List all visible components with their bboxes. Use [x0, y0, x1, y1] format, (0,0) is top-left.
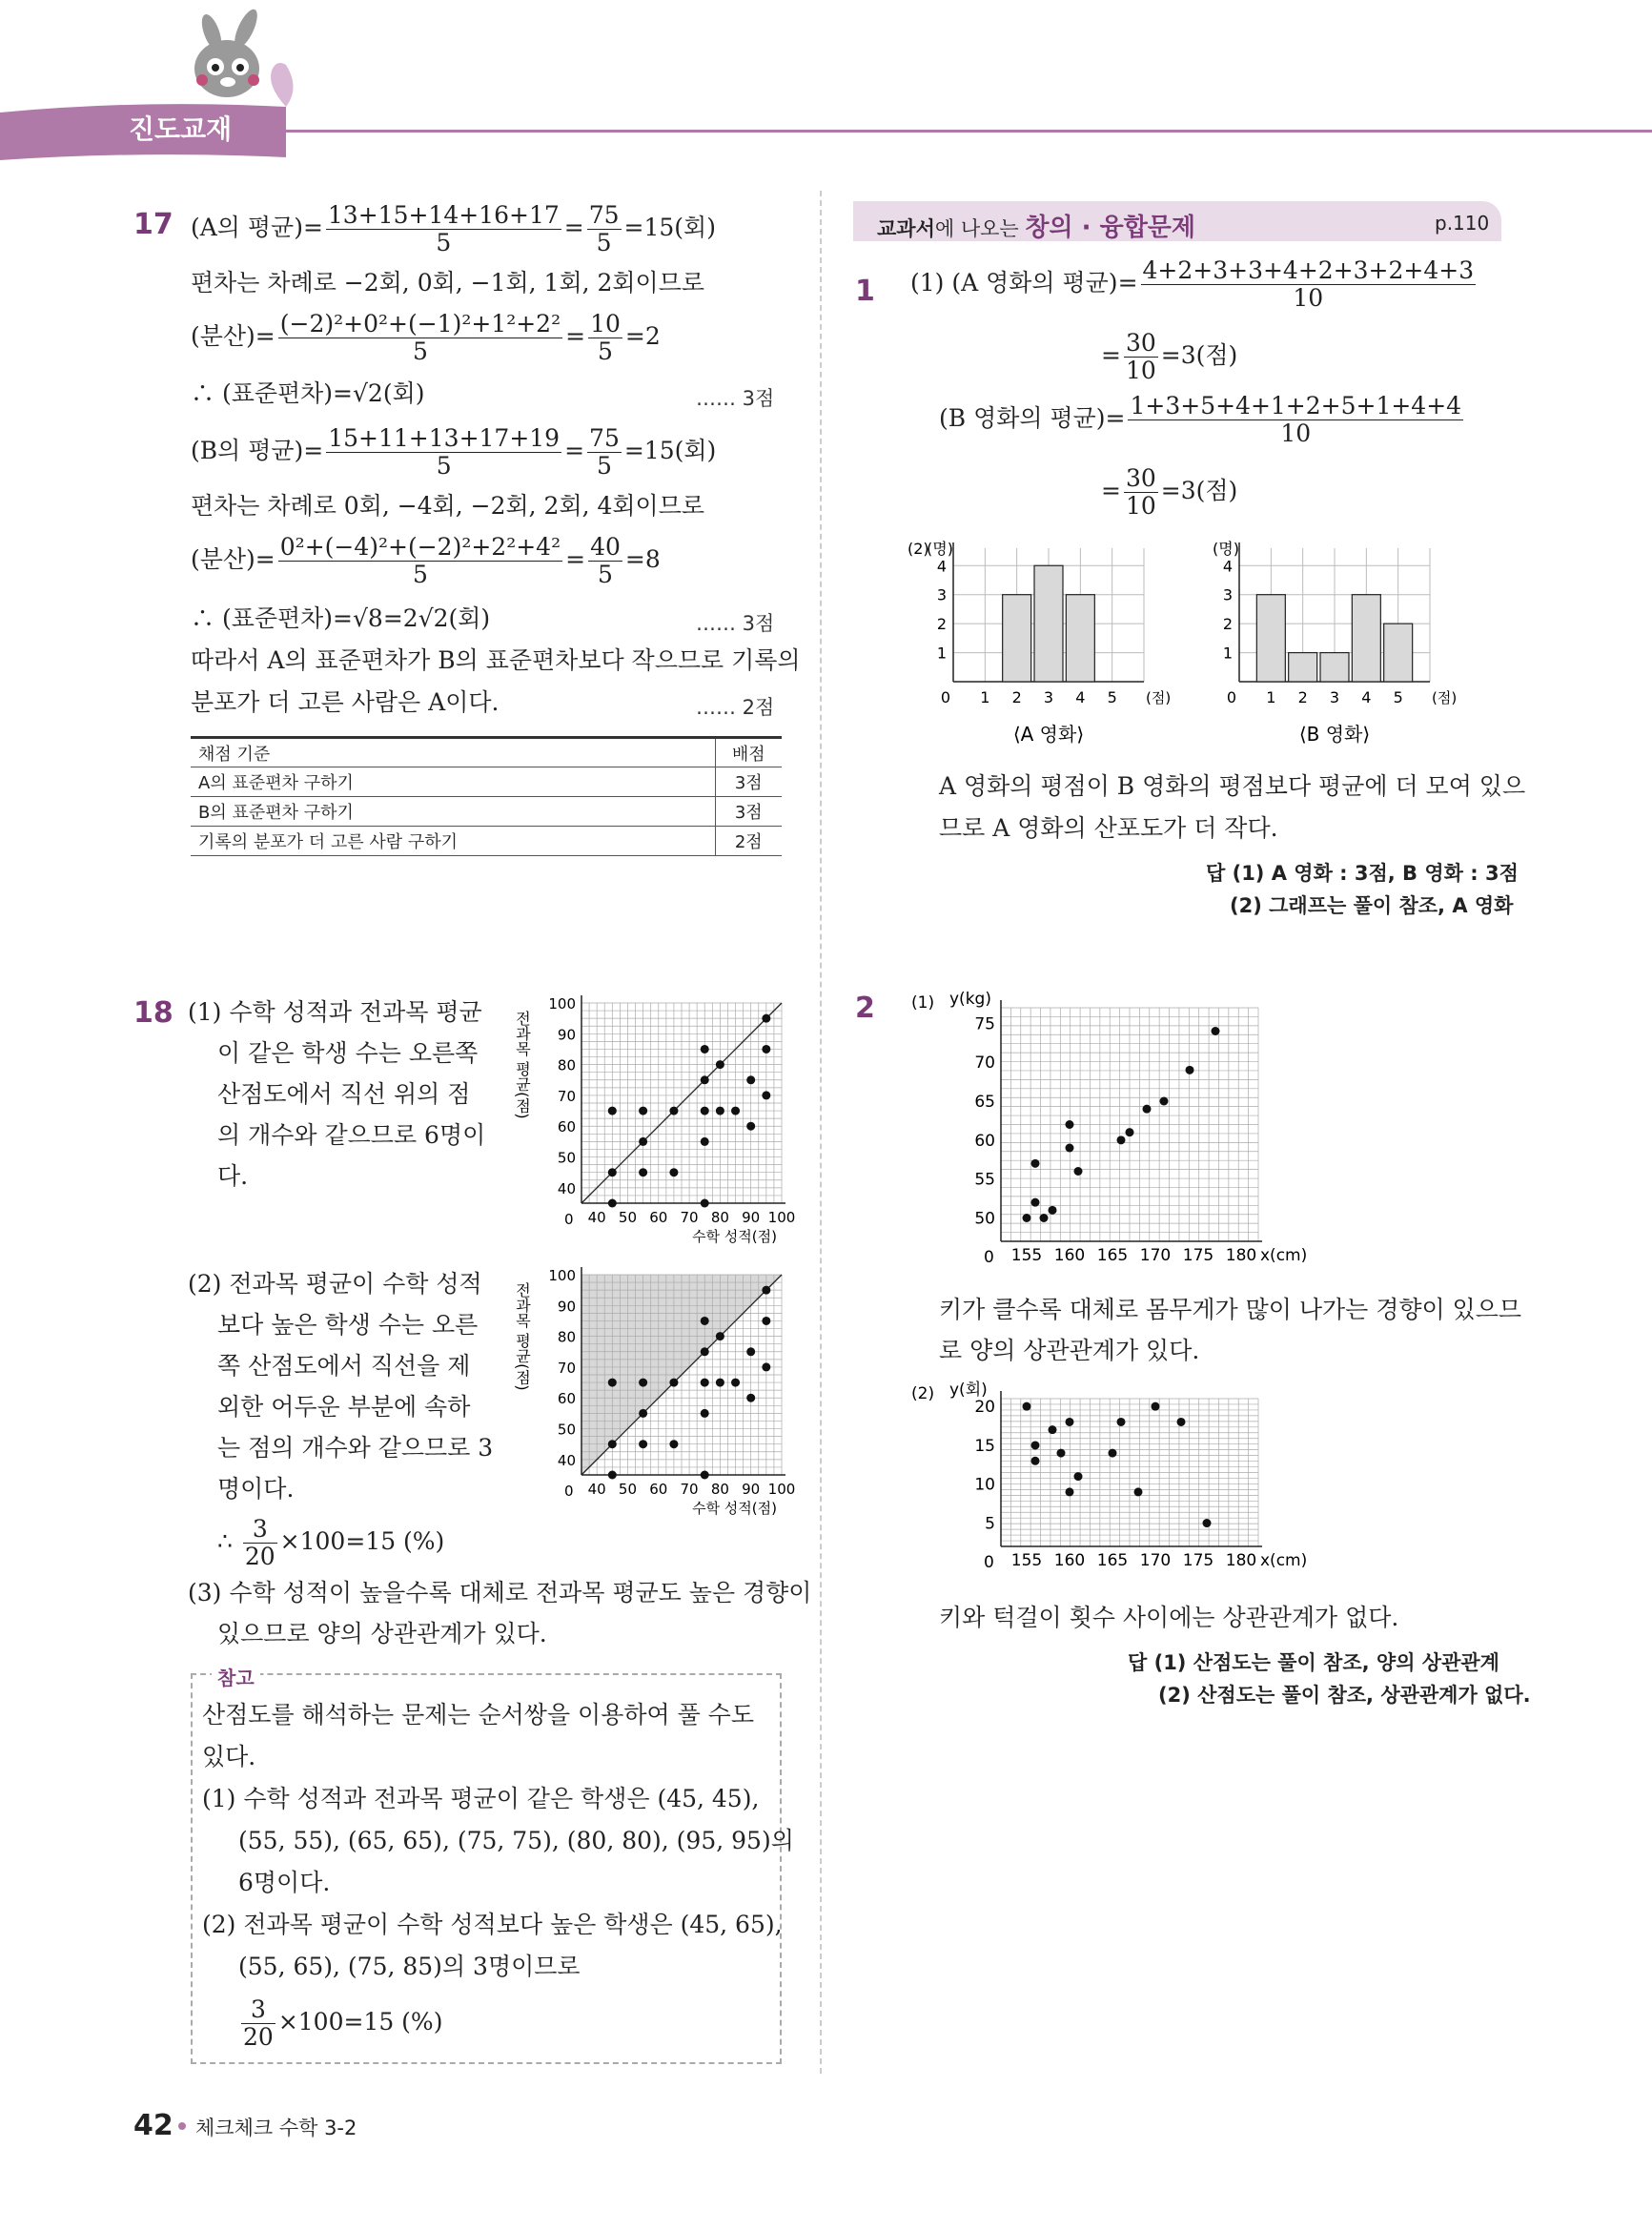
y-tick-label: 90 — [557, 1298, 576, 1316]
data-point — [608, 1199, 617, 1208]
y-tick-label: 4 — [1222, 557, 1234, 576]
y-tick-label: 70 — [557, 1087, 576, 1105]
data-point — [762, 1362, 770, 1371]
problem-number: 17 — [133, 208, 173, 241]
chart-part-label: (2) — [908, 540, 929, 558]
data-point — [701, 1471, 709, 1480]
data-point — [746, 1394, 755, 1402]
solution-line: ∴ (표준편차)=√2(회) — [191, 379, 425, 407]
scatter-chart-math-1 — [513, 992, 796, 1249]
data-point — [1040, 1214, 1049, 1222]
answer-line: 답 (1) 산점도는 풀이 참조, 양의 상관관계 — [1128, 1651, 1499, 1674]
solution-line: ∴ $\frac{3}{20}$ ×100=15 (%) — [217, 1515, 445, 1570]
y-tick-label: 80 — [557, 1056, 576, 1074]
y-tick-label: 1 — [936, 644, 948, 663]
y-tick-label: 60 — [557, 1390, 576, 1408]
data-point — [1023, 1214, 1031, 1222]
solution-line: 산점도에서 직선 위의 점 — [217, 1080, 471, 1108]
bullet-icon — [178, 2122, 186, 2130]
data-point — [1134, 1487, 1143, 1496]
x-tick-label: 2 — [1011, 688, 1022, 706]
data-point — [608, 1107, 617, 1115]
solution-line: 므로 A 영화의 산포도가 더 작다. — [939, 814, 1278, 842]
data-point — [669, 1107, 678, 1115]
x-tick-label: 180 — [1225, 1246, 1257, 1265]
solution-line: 따라서 A의 표준편차가 B의 표준편차보다 작으므로 기록의 — [191, 646, 801, 674]
data-point — [1031, 1198, 1040, 1207]
bar — [1384, 624, 1413, 682]
x-tick-label: 100 — [767, 1209, 796, 1226]
x-tick-label: 80 — [710, 1481, 729, 1498]
data-point — [762, 1317, 770, 1325]
x-tick-label: 160 — [1053, 1551, 1086, 1570]
data-point — [716, 1332, 724, 1340]
header-banner — [0, 0, 1652, 167]
y-tick-label: 100 — [548, 1267, 576, 1284]
solution-line: 보다 높은 학생 수는 오른 — [217, 1311, 479, 1339]
solution-line: (B의 평균)= $\frac{15+11+13+17+19}{5}$ = $\frac{75}{5}$ =15(회) — [191, 424, 717, 480]
data-point — [746, 1347, 755, 1356]
scatter-chart-pullups — [906, 1378, 1306, 1592]
score-mark: …… 3점 — [696, 387, 775, 410]
x-axis-unit: (점) — [1146, 689, 1172, 706]
solution-line: (분산)= $\frac{\text{(−2)²+0²+(−1)²+1²+2²}}{5}$ = $\frac{10}{5}$ =2 — [191, 310, 661, 365]
data-point — [1203, 1519, 1212, 1527]
data-point — [639, 1440, 647, 1448]
bar — [1034, 565, 1063, 682]
data-point — [669, 1168, 678, 1176]
y-axis-unit: (명) — [1213, 540, 1239, 558]
data-point — [1186, 1066, 1194, 1074]
origin-label: 0 — [564, 1483, 574, 1500]
score-mark: …… 2점 — [696, 696, 775, 719]
data-point — [1023, 1402, 1031, 1411]
solution-line: 이 같은 학생 수는 오른쪽 — [217, 1039, 479, 1067]
note-line: (1) 수학 성적과 전과목 평균이 같은 학생은 (45, 45), — [202, 1785, 760, 1812]
data-point — [639, 1379, 647, 1387]
table-row: B의 표준편차 구하기 3점 — [191, 797, 782, 827]
section-page: p.110 — [1435, 212, 1490, 235]
data-point — [1212, 1027, 1220, 1035]
solution-line: 다. — [217, 1162, 249, 1190]
x-tick-label: 40 — [587, 1481, 606, 1498]
data-point — [1049, 1206, 1057, 1215]
data-point — [608, 1440, 617, 1448]
solution-line: 분포가 더 고른 사람은 A이다. — [191, 688, 500, 716]
chart-part-label: (2) — [911, 1384, 935, 1403]
column-divider — [820, 191, 822, 2074]
x-tick-label: 155 — [1010, 1246, 1043, 1265]
data-point — [716, 1107, 724, 1115]
x-tick-label: 100 — [767, 1481, 796, 1498]
data-point — [1031, 1159, 1040, 1168]
data-point — [731, 1379, 740, 1387]
x-tick-label: 170 — [1139, 1551, 1172, 1570]
x-tick-label: 50 — [618, 1481, 638, 1498]
solution-line: 있으므로 양의 상관관계가 있다. — [217, 1620, 547, 1647]
note-line: $\frac{3}{20}$ ×100=15 (%) — [243, 1995, 443, 2051]
bar — [1289, 653, 1317, 682]
x-axis-label: 수학 성적(점) — [692, 1228, 777, 1245]
solution-line: 의 개수와 같으므로 6명이 — [217, 1121, 486, 1149]
y-axis-label: y(회) — [949, 1381, 988, 1400]
data-point — [1074, 1167, 1083, 1176]
data-point — [1117, 1418, 1126, 1426]
y-tick-label: 40 — [557, 1451, 576, 1469]
solution-line: 외한 어두운 부분에 속하 — [217, 1393, 471, 1421]
origin-label: 0 — [984, 1248, 994, 1267]
data-point — [669, 1379, 678, 1387]
x-tick-label: 70 — [680, 1209, 699, 1226]
data-point — [1074, 1472, 1083, 1481]
y-tick-label: 50 — [974, 1209, 995, 1229]
x-tick-label: 3 — [1043, 688, 1054, 706]
note-line: 6명이다. — [238, 1869, 331, 1896]
x-tick-label: 60 — [649, 1481, 668, 1498]
x-tick-label: 165 — [1096, 1246, 1129, 1265]
y-tick-label: 2 — [936, 615, 948, 634]
x-axis-label: 수학 성적(점) — [692, 1500, 777, 1517]
solution-line: (B 영화의 평균)= $\frac{1+3+5+4+1+2+5+1+4+4}{10}$ — [939, 392, 1462, 447]
x-tick-label: 90 — [742, 1209, 761, 1226]
data-point — [1066, 1418, 1074, 1426]
grading-table: 채점 기준 배점 A의 표준편차 구하기 3점 B의 표준편차 구하기 3점 기록의 분포가 더 고른 사람 구하기 2점 — [191, 736, 782, 856]
y-tick-label: 55 — [974, 1170, 995, 1190]
solution-line: 명이다. — [217, 1475, 295, 1503]
data-point — [669, 1440, 678, 1448]
x-tick-label: 165 — [1096, 1551, 1129, 1570]
y-tick-label: 3 — [936, 585, 948, 604]
book-title: 체크체크 수학 3-2 — [195, 2117, 357, 2139]
origin-label: 0 — [940, 688, 951, 706]
data-point — [639, 1137, 647, 1146]
data-point — [639, 1107, 647, 1115]
bar — [1003, 595, 1031, 682]
data-point — [701, 1317, 709, 1325]
data-point — [608, 1379, 617, 1387]
solution-line: (분산)= $\frac{\text{0²+(−4)²+(−2)²+2²+4²}}{5}$ = $\frac{40}{5}$ =8 — [191, 533, 661, 588]
answer-line: 답 (1) A 영화 : 3점, B 영화 : 3점 — [1206, 862, 1519, 885]
y-tick-label: 15 — [974, 1436, 995, 1456]
x-tick-label: 180 — [1225, 1551, 1257, 1570]
y-tick-label: 100 — [548, 995, 576, 1013]
y-axis-label: 전과목 평균(점) — [513, 1011, 532, 1119]
y-axis-unit: (명) — [927, 540, 953, 558]
data-point — [1066, 1144, 1074, 1153]
bar-chart-a-movie — [906, 529, 1192, 767]
note-line: (55, 65), (75, 85)의 3명이므로 — [238, 1953, 581, 1980]
y-axis-label: 전과목 평균(점) — [513, 1282, 532, 1391]
x-tick-label: 70 — [680, 1481, 699, 1498]
solution-line: 로 양의 상관관계가 있다. — [939, 1337, 1200, 1364]
x-axis-label: x(cm) — [1260, 1246, 1308, 1265]
page-number: 42 — [133, 2109, 173, 2142]
y-tick-label: 50 — [557, 1421, 576, 1439]
data-point — [1126, 1128, 1134, 1136]
solution-line: 편차는 차례로 0회, −4회, −2회, 2회, 4회이므로 — [191, 492, 704, 520]
solution-line: (A의 평균)= $\frac{13+15+14+16+17}{5}$ = $\frac{75}{5}$ =15(회) — [191, 201, 716, 256]
y-tick-label: 60 — [557, 1118, 576, 1136]
solution-line: 는 점의 개수와 같으므로 3 — [217, 1434, 494, 1462]
data-point — [762, 1091, 770, 1099]
rabbit-mascot-icon — [194, 7, 262, 97]
chart-title: ⟨B 영화⟩ — [1298, 723, 1371, 746]
data-point — [701, 1347, 709, 1356]
x-tick-label: 5 — [1393, 688, 1403, 706]
origin-label: 0 — [1226, 688, 1237, 706]
data-point — [746, 1122, 755, 1131]
x-tick-label: 90 — [742, 1481, 761, 1498]
data-point — [701, 1379, 709, 1387]
x-tick-label: 80 — [710, 1209, 729, 1226]
y-tick-label: 90 — [557, 1026, 576, 1044]
y-tick-label: 10 — [974, 1475, 995, 1495]
y-tick-label: 1 — [1222, 644, 1234, 663]
data-point — [762, 1014, 770, 1023]
data-point — [701, 1199, 709, 1208]
scatter-chart-math-2 — [513, 1263, 796, 1521]
x-tick-label: 4 — [1075, 688, 1086, 706]
note-line: 산점도를 해석하는 문제는 순서쌍을 이용하여 풀 수도 — [202, 1701, 754, 1729]
y-tick-label: 80 — [557, 1328, 576, 1346]
y-tick-label: 50 — [557, 1149, 576, 1167]
data-point — [608, 1471, 617, 1480]
x-tick-label: 160 — [1053, 1246, 1086, 1265]
y-axis-label: y(kg) — [949, 990, 991, 1009]
chart-title: ⟨A 영화⟩ — [1012, 723, 1085, 746]
data-point — [1066, 1487, 1074, 1496]
solution-line: (2) 전과목 평균이 수학 성적 — [188, 1270, 482, 1298]
solution-line: (1) 수학 성적과 전과목 평균 — [188, 998, 482, 1026]
data-point — [701, 1075, 709, 1084]
solution-line: 편차는 차례로 −2회, 0회, −1회, 1회, 2회이므로 — [191, 269, 704, 297]
bar-chart-b-movie — [1192, 529, 1478, 767]
data-point — [716, 1060, 724, 1069]
data-point — [762, 1045, 770, 1054]
y-tick-label: 40 — [557, 1179, 576, 1197]
bar — [1352, 595, 1380, 682]
data-point — [1066, 1120, 1074, 1129]
solution-line: = $\frac{30}{10}$ =3(점) — [1101, 464, 1238, 520]
solution-line: (3) 수학 성적이 높을수록 대체로 전과목 평균도 높은 경향이 — [188, 1579, 812, 1606]
data-point — [1160, 1097, 1169, 1106]
y-tick-label: 60 — [974, 1131, 995, 1151]
data-point — [701, 1107, 709, 1115]
solution-line: (1) (A 영화의 평균)= $\frac{4+2+3+3+4+2+3+2+4+3}{10}$ — [910, 256, 1475, 312]
x-tick-label: 50 — [618, 1209, 638, 1226]
solution-line: 키가 클수록 대체로 몸무게가 많이 나가는 경향이 있으므 — [939, 1296, 1522, 1323]
bar — [1256, 595, 1285, 682]
solution-line: A 영화의 평점이 B 영화의 평점보다 평균에 더 모여 있으 — [939, 772, 1526, 800]
problem-number: 2 — [855, 992, 875, 1025]
y-tick-label: 65 — [974, 1093, 995, 1112]
y-tick-label: 70 — [557, 1359, 576, 1377]
y-tick-label: 75 — [974, 1014, 995, 1034]
note-line: (2) 전과목 평균이 수학 성적보다 높은 학생은 (45, 65), — [202, 1911, 783, 1938]
y-tick-label: 20 — [974, 1398, 995, 1418]
data-point — [608, 1168, 617, 1176]
problem-number: 18 — [133, 996, 173, 1030]
solution-line: 쪽 산점도에서 직선을 제 — [217, 1352, 471, 1380]
x-axis-label: x(cm) — [1260, 1551, 1308, 1570]
bar — [1066, 595, 1094, 682]
header-label: 진도교재 — [129, 113, 233, 145]
origin-label: 0 — [984, 1553, 994, 1572]
data-point — [639, 1168, 647, 1176]
answer-line: (2) 산점도는 풀이 참조, 상관관계가 없다. — [1158, 1684, 1531, 1707]
y-tick-label: 3 — [1222, 585, 1234, 604]
y-tick-label: 70 — [974, 1054, 995, 1074]
solution-line: = $\frac{30}{10}$ =3(점) — [1101, 329, 1238, 384]
data-point — [731, 1107, 740, 1115]
data-point — [1117, 1135, 1126, 1144]
x-tick-label: 3 — [1329, 688, 1340, 706]
problem-number: 1 — [855, 275, 875, 308]
data-point — [1109, 1449, 1117, 1458]
solution-line: ∴ (표준편차)=√8=2√2(회) — [191, 604, 491, 632]
section-title: 교과서에 나오는 창의 · 융합문제 — [877, 214, 1196, 242]
scatter-chart-weight — [906, 987, 1306, 1282]
x-axis-unit: (점) — [1432, 689, 1458, 706]
x-tick-label: 175 — [1182, 1551, 1214, 1570]
data-point — [762, 1286, 770, 1295]
answer-line: (2) 그래프는 풀이 참조, A 영화 — [1230, 894, 1514, 917]
bar — [1320, 653, 1349, 682]
chart-part-label: (1) — [911, 993, 935, 1013]
x-tick-label: 1 — [1266, 688, 1276, 706]
data-point — [1057, 1449, 1066, 1458]
score-mark: …… 3점 — [696, 612, 775, 635]
note-line: (55, 55), (65, 65), (75, 75), (80, 80), (95, 95)의 — [238, 1827, 794, 1854]
x-tick-label: 4 — [1361, 688, 1372, 706]
x-tick-label: 175 — [1182, 1246, 1214, 1265]
data-point — [639, 1409, 647, 1418]
x-tick-label: 5 — [1107, 688, 1117, 706]
data-point — [1031, 1441, 1040, 1449]
x-tick-label: 2 — [1297, 688, 1308, 706]
data-point — [1177, 1418, 1186, 1426]
x-tick-label: 170 — [1139, 1246, 1172, 1265]
x-tick-label: 60 — [649, 1209, 668, 1226]
y-tick-label: 5 — [985, 1514, 995, 1534]
data-point — [1031, 1457, 1040, 1465]
data-point — [1143, 1105, 1152, 1114]
note-title: 참고 — [212, 1663, 260, 1690]
data-point — [701, 1045, 709, 1054]
note-line: 있다. — [202, 1743, 256, 1770]
data-point — [701, 1137, 709, 1146]
data-point — [716, 1379, 724, 1387]
x-tick-label: 155 — [1010, 1551, 1043, 1570]
data-point — [746, 1075, 755, 1084]
x-tick-label: 1 — [980, 688, 990, 706]
origin-label: 0 — [564, 1211, 574, 1228]
table-row: A의 표준편차 구하기 3점 — [191, 767, 782, 797]
x-tick-label: 40 — [587, 1209, 606, 1226]
solution-line: 키와 턱걸이 횟수 사이에는 상관관계가 없다. — [939, 1604, 1399, 1631]
y-tick-label: 2 — [1222, 615, 1234, 634]
y-tick-label: 4 — [936, 557, 948, 576]
table-row: 기록의 분포가 더 고른 사람 구하기 2점 — [191, 827, 782, 856]
data-point — [1049, 1425, 1057, 1434]
data-point — [1152, 1402, 1160, 1411]
data-point — [701, 1409, 709, 1418]
